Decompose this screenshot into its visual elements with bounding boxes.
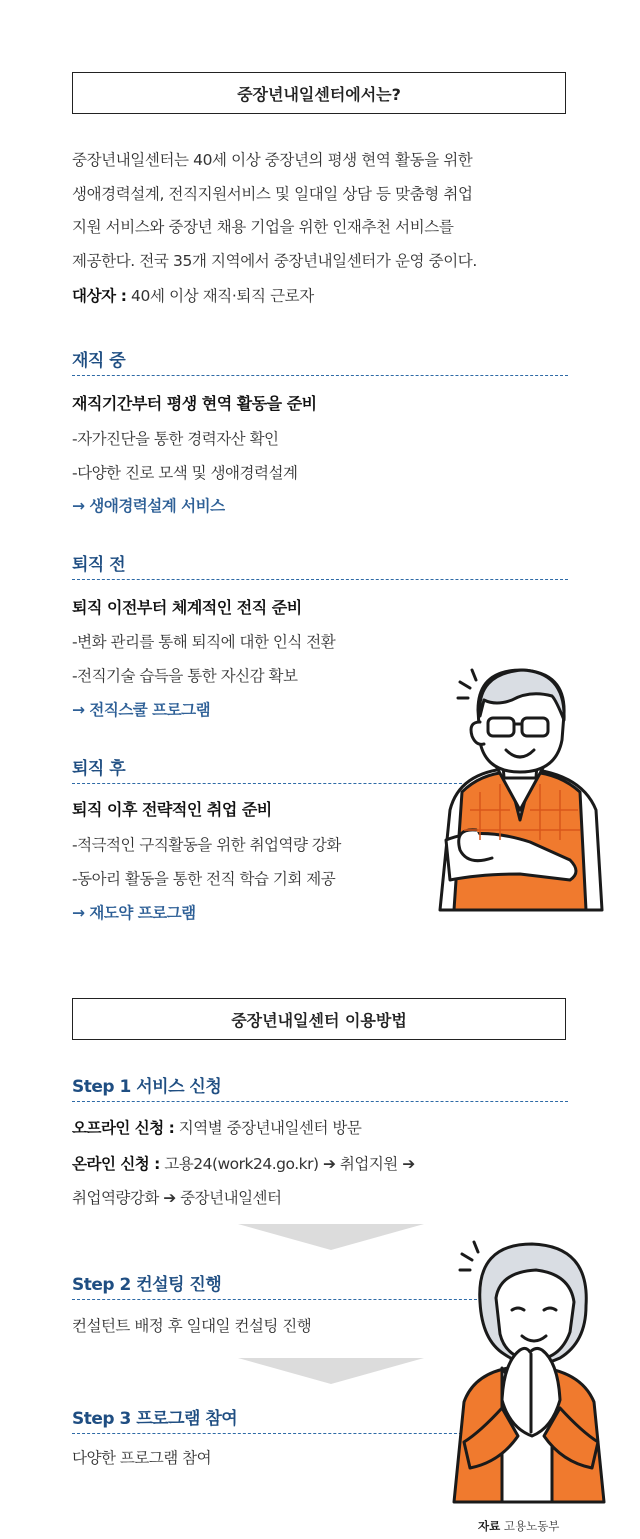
chevron-down-icon [238,1224,424,1250]
online-label: 온라인 신청 : [72,1155,160,1173]
section-pre-retire-subtitle: 퇴직 이전부터 체계적인 전직 준비 [72,598,302,617]
source-credit [478,1518,559,1534]
section-pre-retire-item: -전직기술 습득을 통한 자신감 확보 [72,667,298,685]
step-1-online-continued: 취업역량강화 ➔ 중장년내일센터 [72,1189,282,1207]
section-post-retire-subtitle: 퇴직 이후 전략적인 취업 준비 [72,800,272,819]
target-value: 40세 이상 재직·퇴직 근로자 [126,287,314,305]
step-3-title: Step 3 프로그램 참여 [72,1404,472,1434]
elderly-woman-illustration [440,1232,610,1512]
section-employed-title: 재직 중 [72,346,568,376]
step-2-text: 컨설턴트 배정 후 일대일 컨설팅 진행 [72,1317,312,1335]
intro-line: 지원 서비스와 중장년 채용 기업을 위한 인재추천 서비스를 [72,218,454,236]
section-pre-retire-link[interactable]: → 전직스쿨 프로그램 [72,701,211,719]
usage-title-box [72,998,566,1040]
intro-paragraph [72,144,572,278]
section-employed-subtitle: 재직기간부터 평생 현역 활동을 준비 [72,394,317,413]
section-post-retire-item: -적극적인 구직활동을 위한 취업역량 강화 [72,836,341,854]
offline-label: 오프라인 신청 : [72,1119,175,1137]
step-1-online [72,1152,415,1174]
intro-line: 생애경력설계, 전직지원서비스 및 일대일 상담 등 맞춤형 취업 [72,184,473,203]
section-employed-item: -자가진단을 통한 경력자산 확인 [72,430,279,448]
target-audience [72,284,314,306]
elderly-man-illustration [420,660,610,920]
intro-line: 제공한다. 전국 35개 지역에서 중장년내일센터가 운영 중이다. [72,251,477,270]
section-post-retire-title: 퇴직 후 [72,754,472,784]
section-post-retire-item: -동아리 활동을 통한 전직 학습 기회 제공 [72,870,336,888]
step-1-title: Step 1 서비스 신청 [72,1072,568,1102]
chevron-down-icon [238,1358,424,1384]
section-employed-link[interactable]: → 생애경력설계 서비스 [72,497,225,515]
section-post-retire-link[interactable]: → 재도약 프로그램 [72,904,196,922]
intro-title-box [72,72,566,114]
target-label: 대상자 : [72,287,127,305]
section-pre-retire-item: -변화 관리를 통해 퇴직에 대한 인식 전환 [72,633,336,651]
offline-value: 지역별 중장년내일센터 방문 [174,1119,362,1137]
online-value: 고용24(work24.go.kr) ➔ 취업지원 ➔ [159,1155,415,1173]
step-1-offline [72,1116,361,1138]
section-employed-item: -다양한 진로 모색 및 생애경력설계 [72,464,298,482]
step-3-text: 다양한 프로그램 참여 [72,1449,212,1467]
step-2-title: Step 2 컨설팅 진행 [72,1270,482,1300]
intro-title: 중장년내일센터에서는? [237,84,401,104]
source-value: 고용노동부 [500,1519,560,1533]
source-label: 자료 [478,1519,501,1533]
intro-line: 중장년내일센터는 40세 이상 중장년의 평생 현역 활동을 위한 [72,151,473,169]
usage-title: 중장년내일센터 이용방법 [231,1010,407,1030]
section-pre-retire-title: 퇴직 전 [72,550,568,580]
